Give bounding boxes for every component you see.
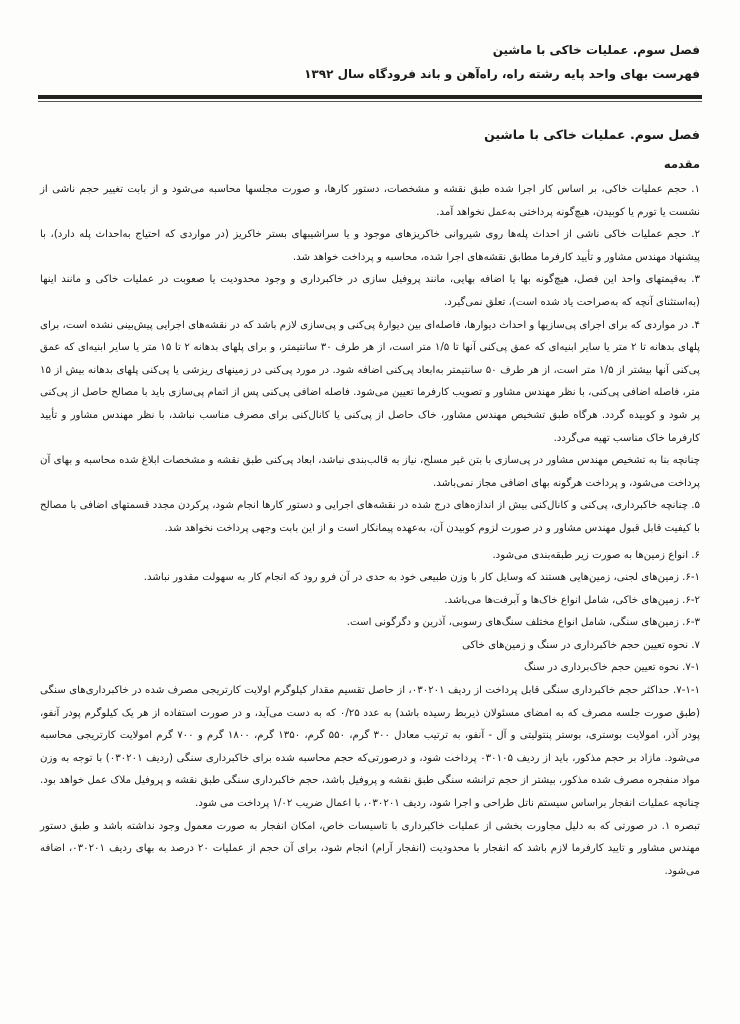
header-rule-thin <box>38 101 702 102</box>
page-header <box>40 38 700 86</box>
paragraph-2: ۲. حجم عملیات خاکی ناشی از احداث پله‌ها روی شیروانی خاکریزهای موجود و یا سراشیبهای بستر خاکریز (در مواردی که احتیاج به‌احداث پله دارد)، با پیشنهاد مهندس مشاور و تأیید کارفرما مطابق نقشه‌های اجرا شده، محاسبه و پرداخت خواهد شد. <box>40 229 700 263</box>
page-content <box>40 123 700 883</box>
paragraph-4: ۴. در مواردی که برای اجرای پی‌سازیها و احداث دیوارها، فاصله‌ای بین دیوارهٔ پی‌کنی و پی‌سازی لازم باشد که در نقشه‌های اجرایی پیش‌بینی نشده است، برای پلهای بدهانه تا ۲ متر یا سایر ابنیه‌ای که عمق پی‌کنی آنها تا ۱/۵ متر است، از هر طرف ۳۰ سانتیمتر، و برای پلهای بدهانه ۲ تا ۱۵ متر یا سایر ابنیه‌ای که عمق پی‌کنی آنها بیشتر از ۱/۵ متر است، از هر طرف ۵۰ سانتیمتر به‌ابعاد پی‌کنی اضافه شود. در مورد پی‌کنی در زمینهای ریزشی یا پی‌کنی پلهای بدهانه بیش از ۱۵ متر، فاصله اضافی پی‌کنی، با نظر مهندس مشاور و تصویب کارفرما تعیین می‌شود. فاصله اضافی پی‌کنی پس از اتمام پی‌سازی باید با مصالح حاصل از پی‌کنی پر شود و کوبیده گردد. هرگاه طبق تشخیص مهندس مشاور، خاک حاصل از پی‌کنی یا کانال‌کنی برای مصرف مناسب نباشد، با نظر مهندس مشاور و تأیید کارفرما خاک مناسب تهیه می‌گردد. <box>40 319 701 444</box>
item-6: ۶. انواع زمین‌ها به صورت زیر طبقه‌بندی می‌شود. <box>492 549 700 561</box>
item-6-2: ۶-۲. زمین‌های خاکی، شامل انواع خاک‌ها و آبرفت‌ها می‌باشد. <box>444 594 700 606</box>
paragraph-4-note: چنانچه بنا به تشخیص مهندس مشاور در پی‌سازی با بتن غیر مسلح، نیاز به قالب‌بندی نباشد، ابعاد پی‌کنی طبق نقشه و مشخصات ابلاغ شده محاسبه و بهای آن پرداخت می‌شود، و پرداخت هرگونه بهای اضافی مجاز نمی‌باشد. <box>40 455 700 489</box>
header-rule <box>38 95 702 99</box>
item-7: ۷. نحوه تعیین حجم خاکبرداری در سنگ و زمین‌های خاکی <box>462 639 700 651</box>
paragraph-5: ۵. چنانچه خاکبرداری، پی‌کنی و کانال‌کنی بیش از اندازه‌های درج شده در نقشه‌های اجرایی و دستور کارها انجام شود، پرکردن مجدد قسمتهای اضافی با مصالح با کیفیت قابل قبول مهندس مشاور و در صورت لزوم کوبیدن آن، به‌عهده پیمانکار است و از این بابت وجهی پرداخت نخواهد شد. <box>40 500 700 534</box>
item-6-3: ۶-۳. زمین‌های سنگی، شامل انواع مختلف سنگ‌های رسوبی، آذرین و دگرگونی است. <box>346 617 700 629</box>
header-chapter-title: فصل سوم. عملیات خاکی با ماشین <box>492 43 700 57</box>
paragraph-1: ۱. حجم عملیات خاکی، بر اساس کار اجرا شده طبق نقشه و مشخصات، دستور کارها، و صورت مجلسها محاسبه می‌شود و از بابت تغییر حجم ناشی از نشست یا تورم یا کوبیدن، هیچ‌گونه پرداختی به‌عمل نخواهد آمد. <box>40 184 700 218</box>
note-1: تبصره ۱. در صورتی که به دلیل مجاورت بخشی از عملیات خاکبرداری با تاسیسات خاص، امکان انفجار به صورت معمول وجود نداشته باشد و طبق دستور مهندس مشاور و تایید کارفرما لازم باشد که انفجار با محدودیت (انفجار آرام) انجام شود، برای آن حجم از عملیات ۲۰ درصد به بهای ردیف ۰۳۰۲۰۱، اضافه می‌شود. <box>40 820 701 877</box>
item-7-1-1: ۷-۱-۱. حداکثر حجم خاکبرداری سنگی قابل پرداخت از ردیف ۰۳۰۲۰۱، از حاصل تقسیم مقدار کیلوگرم اولایت کارتریجی مصرف شده در خاکبرداری‌های سنگی (طبق صورت جلسه مصرف که به امضای مسئولان ذیربط رسیده باشد) به عدد ۰/۲۵ که به دست می‌آید، و در صورت استفاده از هر یک کیلوگرم پودر آنفو، پودر آذر، امولایت بوستری، بوستر پنتولیتی و آل - آنفو، به ترتیب معادل ۳۰۰ گرم، ۵۵۰ گرم، ۱۳۵۰ گرم، ۱۸۰۰ گرم و ۷۰۰ گرم امولایت کارتریجی محاسبه می‌شود. مازاد بر حجم مذکور، باید از ردیف ۰۳۰۱۰۵ پرداخت شود، و درصورتی‌که حجم محاسبه شده برای خاکبرداری سنگی (ردیف ۰۳۰۲۰۱) با توجه به وزن مواد منفجره مصرف شده مذکور، بیشتر از حجم ترانشه سنگی طبق نقشه و پروفیل باشد، حجم خاکبرداری سنگی طبق نقشه و پروفیل ملاک عمل خواهد بود. چنانچه عملیات انفجار براساس سیستم ناتل طراحی و اجرا شود، ردیف ۰۳۰۲۰۱، با اعمال ضریب ۱/۰۲ پرداخت می شود. <box>40 685 701 810</box>
section-intro-heading: مقدمه <box>663 157 700 171</box>
item-6-1: ۶-۱. زمین‌های لجنی، زمین‌هایی هستند که وسایل کار با وزن طبیعی خود به حدی در آن فرو رود که انجام کار به سهولت مقدور نباشد. <box>143 572 700 584</box>
section-title: فصل سوم. عملیات خاکی با ماشین <box>484 127 700 142</box>
header-book-title: فهرست بهای واحد پایه رشته راه، راه‌آهن و باند فرودگاه سال ۱۳۹۲ <box>304 67 700 81</box>
paragraph-3: ۳. به‌قیمتهای واحد این فصل، هیچ‌گونه بها یا اضافه بهایی، مانند پروفیل سازی در خاکبرداری و وجود محدودیت یا صعوبت در عملیات خاکی و مانند اینها (به‌استثنای آنچه که به‌صراحت یاد شده است)، تعلق نمی‌گیرد. <box>40 274 700 308</box>
item-7-1: ۷-۱. نحوه تعیین حجم خاک‌برداری در سنگ <box>523 662 700 674</box>
